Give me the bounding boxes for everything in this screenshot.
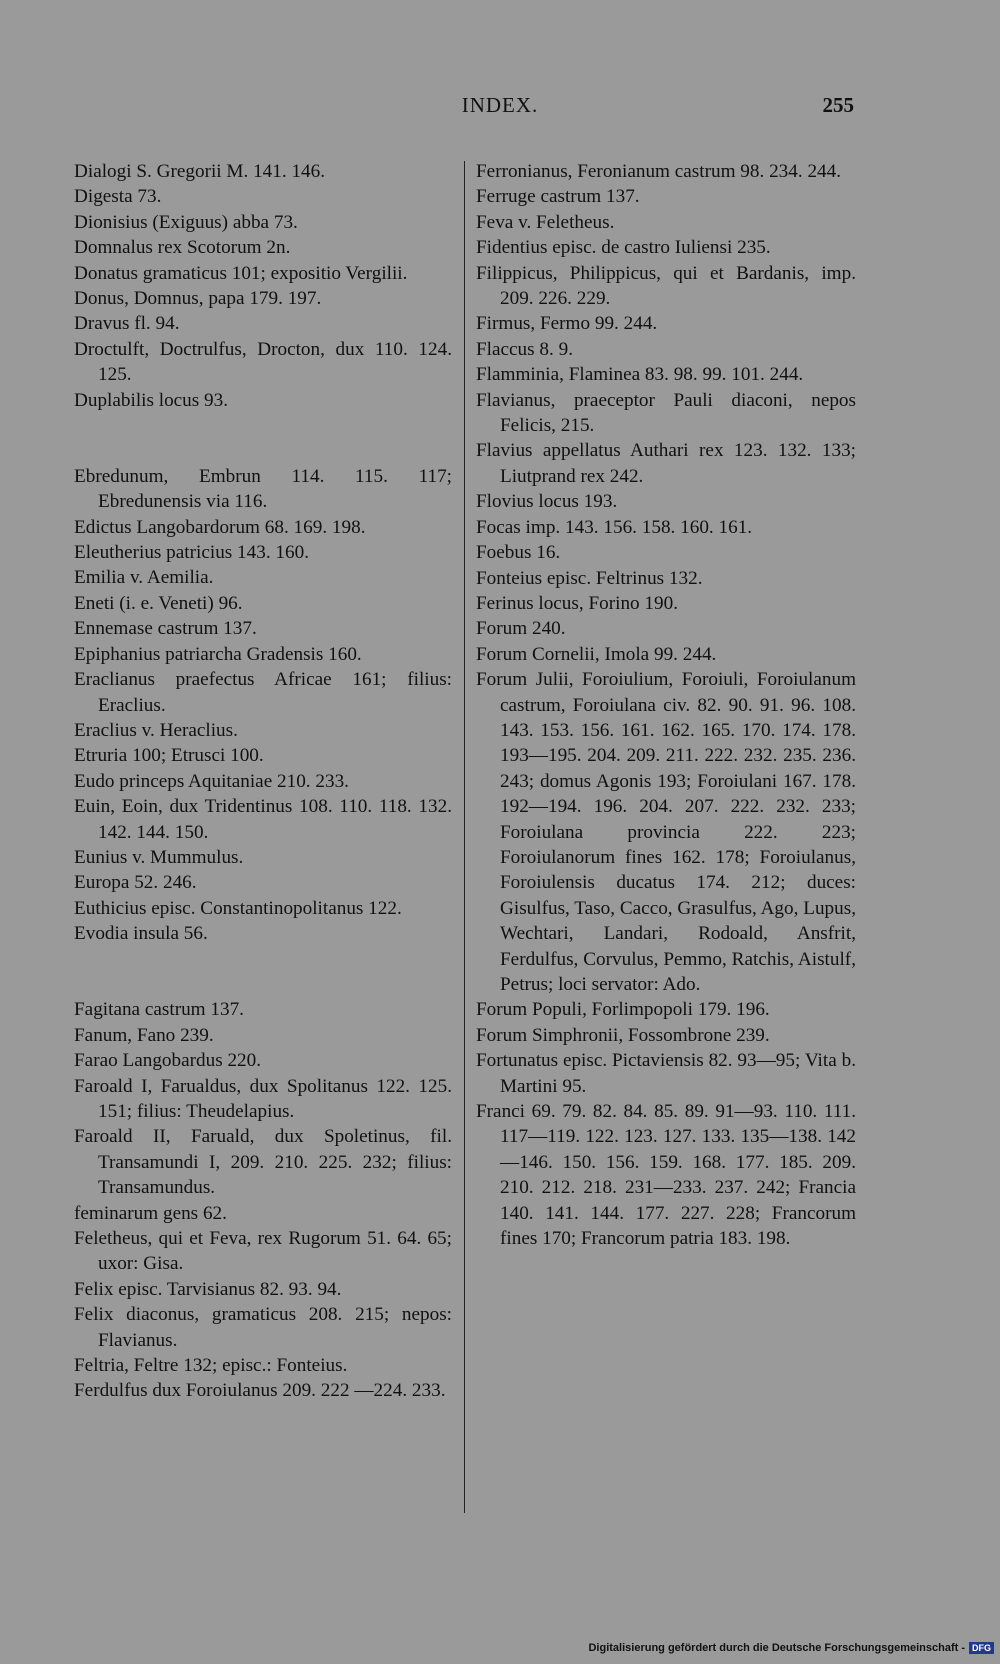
index-entry: Donatus gramaticus 101; expositio Vergilii. xyxy=(74,262,408,284)
index-entry: Forum Cornelii, Imola 99. 244. xyxy=(476,643,717,665)
index-entry: Digesta 73. xyxy=(74,186,162,208)
index-entry: Focas imp. 143. 156. 158. 160. 161. xyxy=(476,516,753,538)
index-entry: Feva v. Feletheus. xyxy=(476,211,615,233)
index-entry: Faroald I, Farualdus, dux Spolitanus 122. 125. 151; filius: Theudelapius. xyxy=(74,1075,452,1122)
index-entry: Ebredunum, Embrun 114. 115. 117; Ebredunensis via 116. xyxy=(74,465,452,513)
footer-credit xyxy=(588,1642,994,1654)
index-entry: Euthicius episc. Constantinopolitanus 122. xyxy=(74,897,402,919)
index-entry: Feletheus, qui et Feva, rex Rugorum 51. 64. 65; uxor: Gisa. xyxy=(74,1228,452,1275)
index-entry: Etruria 100; Etrusci 100. xyxy=(74,745,264,767)
index-entry: Felix diaconus, gramaticus 208. 215; nepos: Flavianus. xyxy=(74,1304,452,1351)
page-title: INDEX. xyxy=(461,93,539,117)
index-entry: Faroald II, Faruald, dux Spoletinus, fil. Transamundi I, 209. 210. 225. 232; filius: Transamundus. xyxy=(74,1126,452,1199)
index-entry: Ferruge castrum 137. xyxy=(476,186,640,208)
index-entry: feminarum gens 62. xyxy=(74,1202,227,1224)
index-entry: Filippicus, Philippicus, qui et Bardanis, imp. 209. 226. 229. xyxy=(476,262,856,310)
index-entry: Eraclius v. Heraclius. xyxy=(74,719,238,741)
index-entry: Forum Populi, Forlimpopoli 179. 196. xyxy=(476,999,770,1021)
index-entry: Flamminia, Flaminea 83. 98. 99. 101. 244. xyxy=(476,364,804,386)
index-entry: Eudo princeps Aquitaniae 210. 233. xyxy=(74,770,349,792)
index-entry: Eunius v. Mummulus. xyxy=(74,846,244,868)
index-entry: Duplabilis locus 93. xyxy=(74,389,229,411)
index-entry: Dialogi S. Gregorii M. 141. 146. xyxy=(74,161,326,182)
index-entry: Europa 52. 246. xyxy=(74,872,197,894)
index-entry: Ferinus locus, Forino 190. xyxy=(476,592,679,614)
index-entry: Felix episc. Tarvisianus 82. 93. 94. xyxy=(74,1278,342,1300)
index-entry: Emilia v. Aemilia. xyxy=(74,567,214,589)
index-entry: Flovius locus 193. xyxy=(476,491,618,513)
index-entry: Dionisius (Exiguus) abba 73. xyxy=(74,211,298,233)
index-entry: Fanum, Fano 239. xyxy=(74,1024,214,1046)
section-gap xyxy=(74,413,452,464)
index-entry: Ferdulfus dux Foroiulanus 209. 222 —224. 233. xyxy=(74,1380,446,1402)
index-entry: Eneti (i. e. Veneti) 96. xyxy=(74,592,243,614)
index-entry: Ennemase castrum 137. xyxy=(74,618,257,640)
index-entry: Flavius appellatus Authari rex 123. 132. 133; Liutprand rex 242. xyxy=(476,440,856,487)
index-column-left xyxy=(74,159,452,1404)
index-entry: Domnalus rex Scotorum 2n. xyxy=(74,237,291,259)
running-head xyxy=(0,93,1000,123)
index-entry: Fonteius episc. Feltrinus 132. xyxy=(476,567,703,589)
index-entry: Forum Julii, Foroiulium, Foroiuli, Foroiulanum castrum, Foroiulana civ. 82. 90. 91. 96. 108. 143. 153. 156. 161. 162. 165. 170. 174. 178. 193—195. 204. 209. 211. 222. 232. 235. 236. 243; domus Agonis 193; Foroiulani 167. 178. 192—194. 196. 204. 207. 222. 232. 233; Foroiulana provincia 222. 223; Foroiulanorum fines 162. 178; Foroiulanus, Foroiulensis ducatus 174. 212; duces: Gisulfus, Taso, Cacco, Grasulfus, Ago, Lupus, Wechtari, Landari, Rodoald, Ansfrit, Ferdulfus, Corvulus, Pemmo, Ratchis, Aistulf, Petrus; loci servator: Ado. xyxy=(476,669,856,995)
index-entry: Fortunatus episc. Pictaviensis 82. 93—95; Vita b. Martini 95. xyxy=(476,1050,856,1097)
index-entry: Fagitana castrum 137. xyxy=(74,999,244,1021)
index-entry: Edictus Langobardorum 68. 169. 198. xyxy=(74,516,366,538)
index-entry: Evodia insula 56. xyxy=(74,923,208,945)
index-entry: Feltria, Feltre 132; episc.: Fonteius. xyxy=(74,1355,348,1377)
column-divider xyxy=(464,161,465,1513)
index-entry: Franci 69. 79. 82. 84. 85. 89. 91—93. 110. 111. 117—119. 122. 123. 127. 133. 135—138. 142—146. 150. 156. 159. 168. 177. 185. 209. 210. 212. 218. 231—233. 237. 242; Francia 140. 141. 144. 177. 227. 228; Francorum fines 170; Francorum patria 183. 198. xyxy=(476,1101,856,1250)
index-entry: Forum Simphronii, Fossombrone 239. xyxy=(476,1024,770,1046)
index-entry: Fidentius episc. de castro Iuliensi 235. xyxy=(476,237,771,259)
index-entry: Donus, Domnus, papa 179. 197. xyxy=(74,288,322,310)
index-entry: Forum 240. xyxy=(476,618,566,640)
index-entry: Epiphanius patriarcha Gradensis 160. xyxy=(74,643,362,665)
page-number: 255 xyxy=(822,93,854,117)
index-entry: Euin, Eoin, dux Tridentinus 108. 110. 118. 132. 142. 144. 150. xyxy=(74,796,452,843)
index-entry: Droctulft, Doctrulfus, Drocton, dux 110. 124. 125. xyxy=(74,338,452,386)
index-entry: Firmus, Fermo 99. 244. xyxy=(476,313,658,335)
index-entry: Foebus 16. xyxy=(476,542,561,564)
index-entry: Flaccus 8. 9. xyxy=(476,338,573,360)
footer-text: Digitalisierung gefördert durch die Deutsche Forschungsgemeinschaft - xyxy=(588,1642,965,1654)
index-entry: Eraclianus praefectus Africae 161; filius: Eraclius. xyxy=(74,669,452,716)
index-entry: Farao Langobardus 220. xyxy=(74,1050,262,1072)
index-column-right xyxy=(476,159,856,1251)
index-entry: Dravus fl. 94. xyxy=(74,313,180,335)
section-gap xyxy=(74,947,452,998)
dfg-logo: DFG xyxy=(969,1642,994,1654)
index-entry: Eleutherius patricius 143. 160. xyxy=(74,542,310,564)
index-entry: Flavianus, praeceptor Pauli diaconi, nepos Felicis, 215. xyxy=(476,389,856,437)
index-entry: Ferronianus, Feronianum castrum 98. 234. 244. xyxy=(476,161,842,182)
